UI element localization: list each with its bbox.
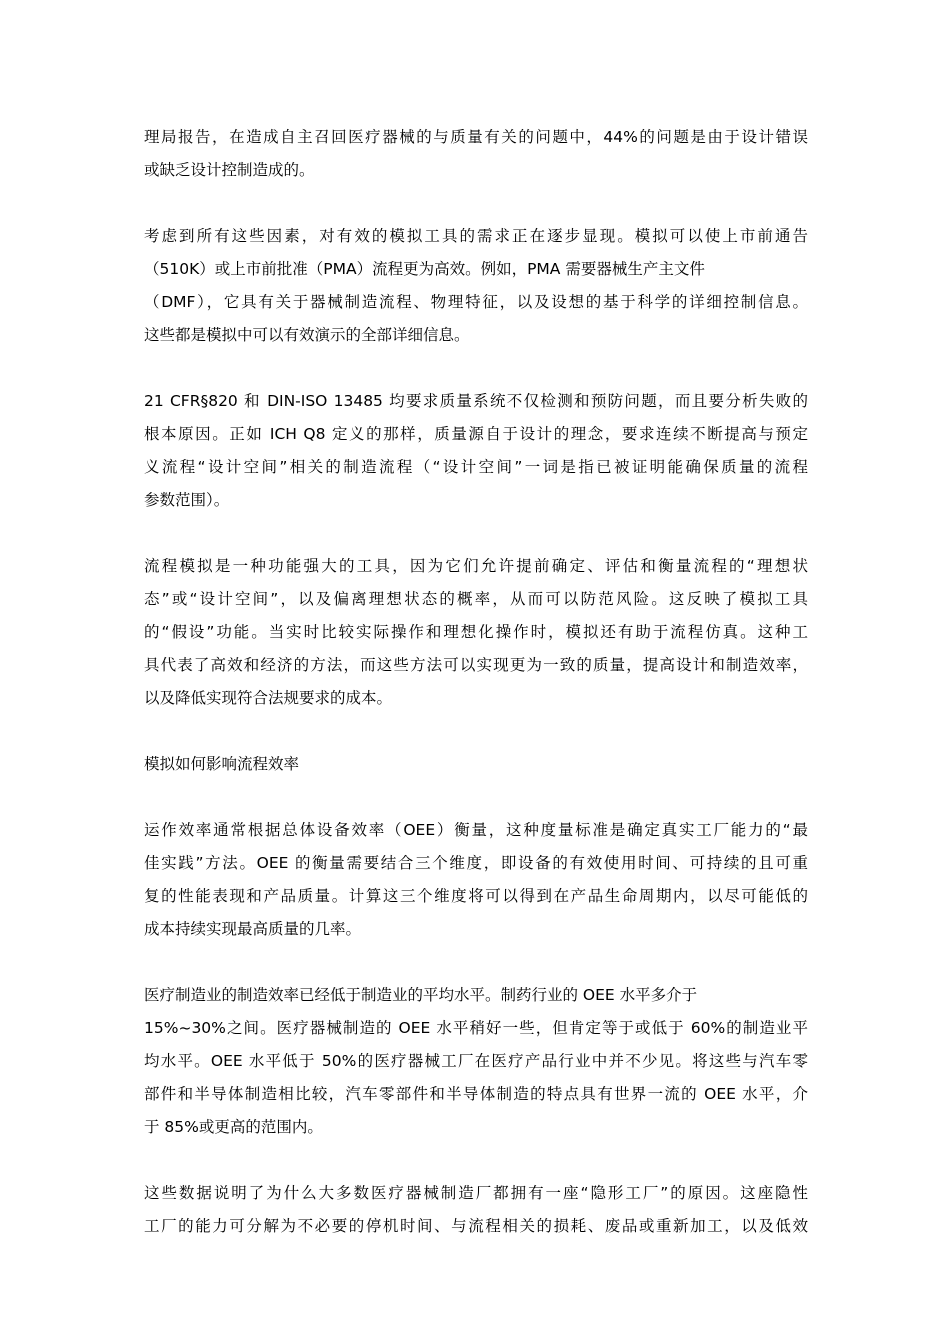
text-line: 15%~30%之间。医疗器械制造的 OEE 水平稍好一些，但肯定等于或低于 60%的制造业平 xyxy=(144,1019,808,1037)
paragraph-process-simulation xyxy=(144,550,808,715)
text-line: 这些数据说明了为什么大多数医疗器械制造厂都拥有一座“隐形工厂”的原因。这座隐性 xyxy=(144,1184,808,1202)
text-line: 理局报告，在造成自主召回医疗器械的与质量有关的问题中，44%的问题是由于设计错误 xyxy=(144,128,808,146)
text-line: 复的性能表现和产品质量。计算这三个维度将可以得到在产品生命周期内，以尽可能低的 xyxy=(144,887,808,905)
section-heading: 模拟如何影响流程效率 xyxy=(144,755,300,773)
text-line: 或缺乏设计控制造成的。 xyxy=(144,161,315,179)
text-line: 佳实践”方法。OEE 的衡量需要结合三个维度，即设备的有效使用时间、可持续的且可重 xyxy=(144,854,808,872)
text-line: 于 85%或更高的范围内。 xyxy=(144,1118,323,1136)
document-body xyxy=(144,121,808,1276)
text-line: 根本原因。正如 ICH Q8 定义的那样，质量源自于设计的理念，要求连续不断提高与预定 xyxy=(144,425,808,443)
text-line: 这些都是模拟中可以有效演示的全部详细信息。 xyxy=(144,326,470,344)
text-line: 态”或“设计空间”，以及偏离理想状态的概率，从而可以防范风险。这反映了模拟工具 xyxy=(144,590,808,608)
text-line: 以及降低实现符合法规要求的成本。 xyxy=(144,689,393,707)
text-line: 流程模拟是一种功能强大的工具，因为它们允许提前确定、评估和衡量流程的“理想状 xyxy=(144,557,808,575)
text-line: 具代表了高效和经济的方法，而这些方法可以实现更为一致的质量，提高设计和制造效率， xyxy=(144,656,808,674)
text-line: 考虑到所有这些因素，对有效的模拟工具的需求正在逐步显现。模拟可以使上市前通告 xyxy=(144,227,808,245)
text-line: （DMF），它具有关于器械制造流程、物理特征，以及设想的基于科学的详细控制信息。 xyxy=(144,293,808,311)
text-line: 参数范围）。 xyxy=(144,491,230,509)
paragraph-simulation-need xyxy=(144,220,808,352)
text-line: 21 CFR§820 和 DIN-ISO 13485 均要求质量系统不仅检测和预防问题，而且要分析失败的 xyxy=(144,392,808,410)
text-line: 运作效率通常根据总体设备效率（OEE）衡量，这种度量标准是确定真实工厂能力的“最 xyxy=(144,821,808,839)
text-line: 部件和半导体制造相比较，汽车零部件和半导体制造的特点具有世界一流的 OEE 水平，介 xyxy=(144,1085,808,1103)
paragraph-recall-statistics xyxy=(144,121,808,187)
paragraph-oee-definition xyxy=(144,814,808,946)
paragraph-oee-levels xyxy=(144,979,808,1144)
text-line: 的“假设”功能。当实时比较实际操作和理想化操作时，模拟还有助于流程仿真。这种工 xyxy=(144,623,808,641)
paragraph-hidden-factory xyxy=(144,1177,808,1243)
text-line: 均水平。OEE 水平低于 50%的医疗器械工厂在医疗产品行业中并不少见。将这些与汽车零 xyxy=(144,1052,808,1070)
paragraph-quality-systems xyxy=(144,385,808,517)
text-line: 成本持续实现最高质量的几率。 xyxy=(144,920,362,938)
text-line: 医疗制造业的制造效率已经低于制造业的平均水平。制药行业的 OEE 水平多介于 xyxy=(144,986,698,1004)
text-line: （510K）或上市前批准（PMA）流程更为高效。例如，PMA 需要器械生产主文件 xyxy=(144,260,705,278)
text-line: 工厂的能力可分解为不必要的停机时间、与流程相关的损耗、废品或重新加工，以及低效 xyxy=(144,1217,808,1235)
text-line: 义流程“设计空间”相关的制造流程（“设计空间”一词是指已被证明能确保质量的流程 xyxy=(144,458,808,476)
